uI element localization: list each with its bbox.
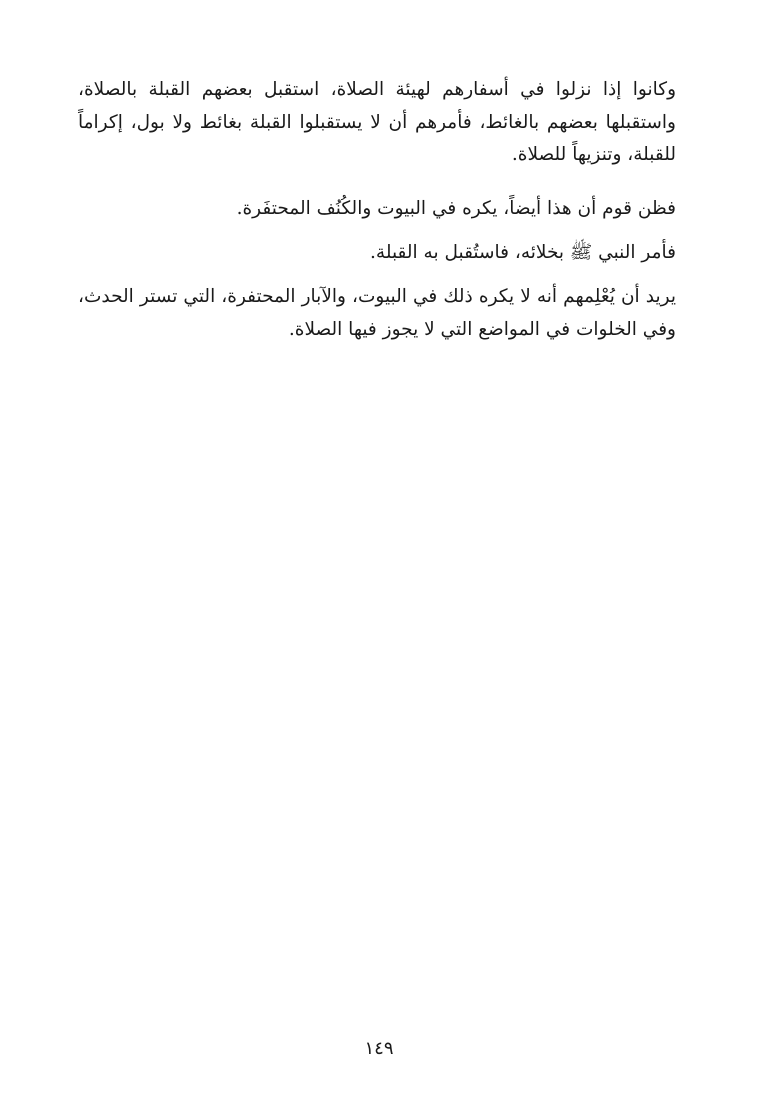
paragraph-4: يريد أن يُعْلِمهم أنه لا يكره ذلك في البيوت، والآبار المحتفرة، التي تستر الحدث، وفي الخلوات في المواضع التي لا يجوز فيها الصلاة. [78, 286, 676, 340]
page-number: ١٤٩ [364, 1038, 394, 1059]
paragraph-2: فظن قوم أن هذا أيضاً، يكره في البيوت والكُنُف المحتفَرة. [236, 198, 676, 219]
paragraph-1: وكانوا إذا نزلوا في أسفارهم لهيئة الصلاة، استقبل بعضهم القبلة بالصلاة، واستقبلها بعضهم بالغائط، فأمرهم أن لا يستقبلوا القبلة بغائط ولا بول، إكراماً للقبلة، وتنزيهاً للصلاة. [78, 79, 676, 165]
paragraph-3: فأمر النبي ﷺ بخلائه، فاستُقبل به القبلة. [370, 242, 676, 263]
